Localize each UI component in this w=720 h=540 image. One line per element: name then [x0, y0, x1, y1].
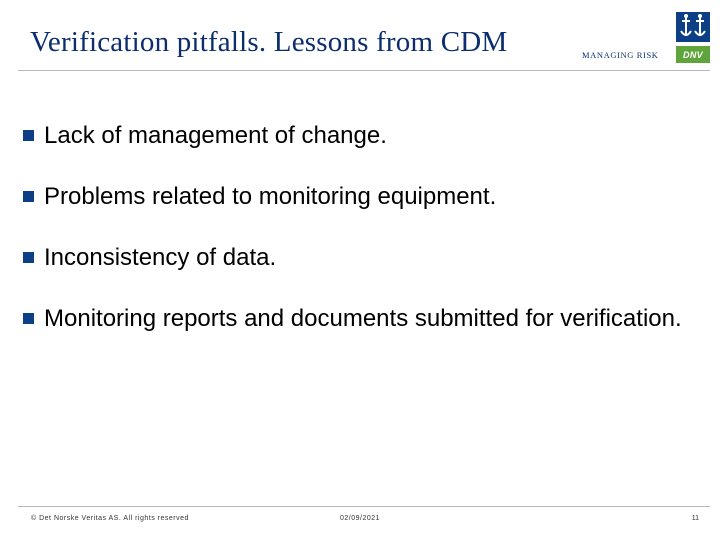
square-bullet-icon [23, 252, 34, 263]
bullet-text: Inconsistency of data. [44, 244, 277, 271]
page-number: 11 [691, 515, 699, 522]
square-bullet-icon [23, 191, 34, 202]
header-divider [18, 70, 710, 71]
logo-wordmark [676, 46, 710, 63]
tagline: MANAGING RISK [582, 50, 659, 60]
square-bullet-icon [23, 313, 34, 324]
square-bullet-icon [23, 130, 34, 141]
anchor-emblem-icon [676, 12, 710, 42]
footer-copyright: © Det Norske Veritas AS. All rights reserved [31, 515, 189, 522]
slide-title: Verification pitfalls. Lessons from CDM [30, 26, 508, 58]
logo-text: DNV [683, 49, 703, 60]
bullet-item [22, 243, 712, 273]
footer-date: 02/09/2021 [340, 515, 381, 522]
footer-divider [18, 506, 710, 507]
bullet-text: Lack of management of change. [44, 122, 387, 149]
bullet-item [22, 304, 712, 334]
bullet-item [22, 182, 712, 212]
bullet-item [22, 121, 712, 151]
bullet-text: Problems related to monitoring equipment. [44, 183, 497, 210]
bullet-text: Monitoring reports and documents submitted for verification. [44, 305, 682, 332]
company-logo [676, 12, 710, 62]
bullet-list [22, 121, 712, 365]
